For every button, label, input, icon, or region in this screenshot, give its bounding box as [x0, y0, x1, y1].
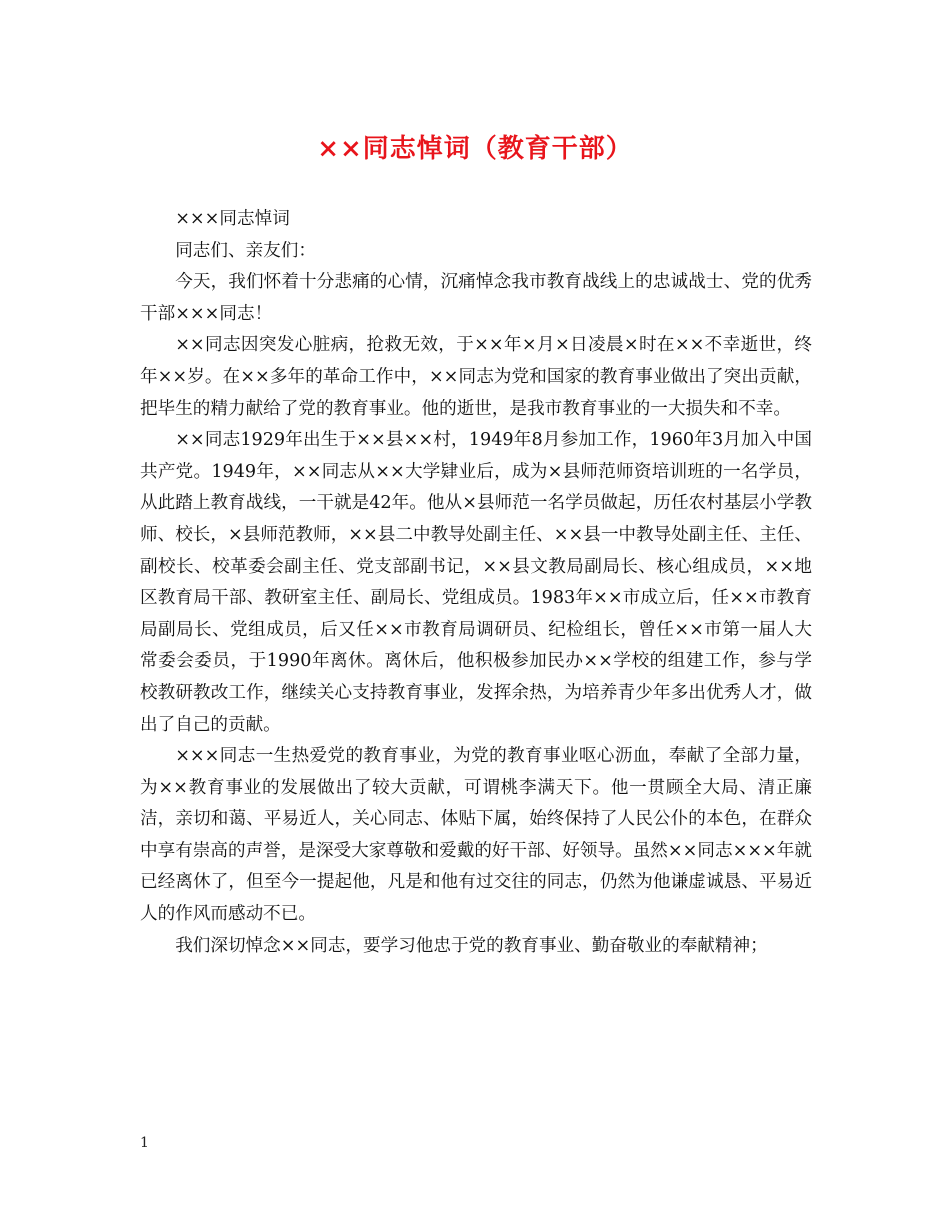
paragraph-opening: 今天，我们怀着十分悲痛的心情，沉痛悼念我市教育战线上的忠诚战士、党的优秀干部×××同志！ — [140, 272, 812, 324]
document-title: ××同志悼词（教育干部） — [317, 134, 633, 164]
page-number: 1 — [140, 1135, 149, 1151]
document-body — [140, 204, 812, 962]
paragraph-closing: 我们深切悼念××同志，要学习他忠于党的教育事业、勤奋敬业的奉献精神； — [175, 935, 768, 956]
paragraph-heading: ×××同志悼词 — [175, 209, 290, 229]
paragraph-salutation: 同志们、亲友们： — [175, 240, 316, 261]
paragraph-character: ×××同志一生热爱党的教育事业，为党的教育事业呕心沥血，奉献了全部力量，为××教育事业的发展做出了较大贡献，可谓桃李满天下。他一贯顾全大局、清正廉洁，亲切和蔼、平易近人，关心同志、体贴下属，始终保持了人民公仆的本色，在群众中享有崇高的声誉，是深受大家尊敬和爱戴的好干部、好领导。虽然××同志×××年就已经离休了，但至今一提起他，凡是和他有过交往的同志，仍然为他谦虚诚恳、平易近人的作风而感动不已。 — [140, 746, 812, 925]
paragraph-biography: ××同志1929年出生于××县××村，1949年8月参加工作，1960年3月加入中国共产党。1949年，××同志从××大学肄业后，成为×县师范师资培训班的一名学员，从此踏上教育战线，一干就是42年。他从×县师范一名学员做起，历任农村基层小学教师、校长，×县师范教师，××县二中教导处副主任、××县一中教导处副主任、主任、副校长、校革委会副主任、党支部副书记，××县文教局副局长、核心组成员，××地区教育局干部、教研室主任、副局长、党组成员。1983年××市成立后，任××市教育局副局长、党组成员，后又任××市教育局调研员、纪检组长，曾任××市第一届人大常委会委员，于1990年离休。离休后，他积极参加民办××学校的组建工作，参与学校教研教改工作，继续关心支持教育事业，发挥余热，为培养青少年多出优秀人才，做出了自己的贡献。 — [140, 430, 812, 735]
paragraph-death-notice: ××同志因突发心脏病，抢救无效，于××年×月×日凌晨×时在××不幸逝世，终年××岁。在××多年的革命工作中，××同志为党和国家的教育事业做出了突出贡献，把毕生的精力献给了党的教育事业。他的逝世，是我市教育事业的一大损失和不幸。 — [140, 335, 812, 419]
